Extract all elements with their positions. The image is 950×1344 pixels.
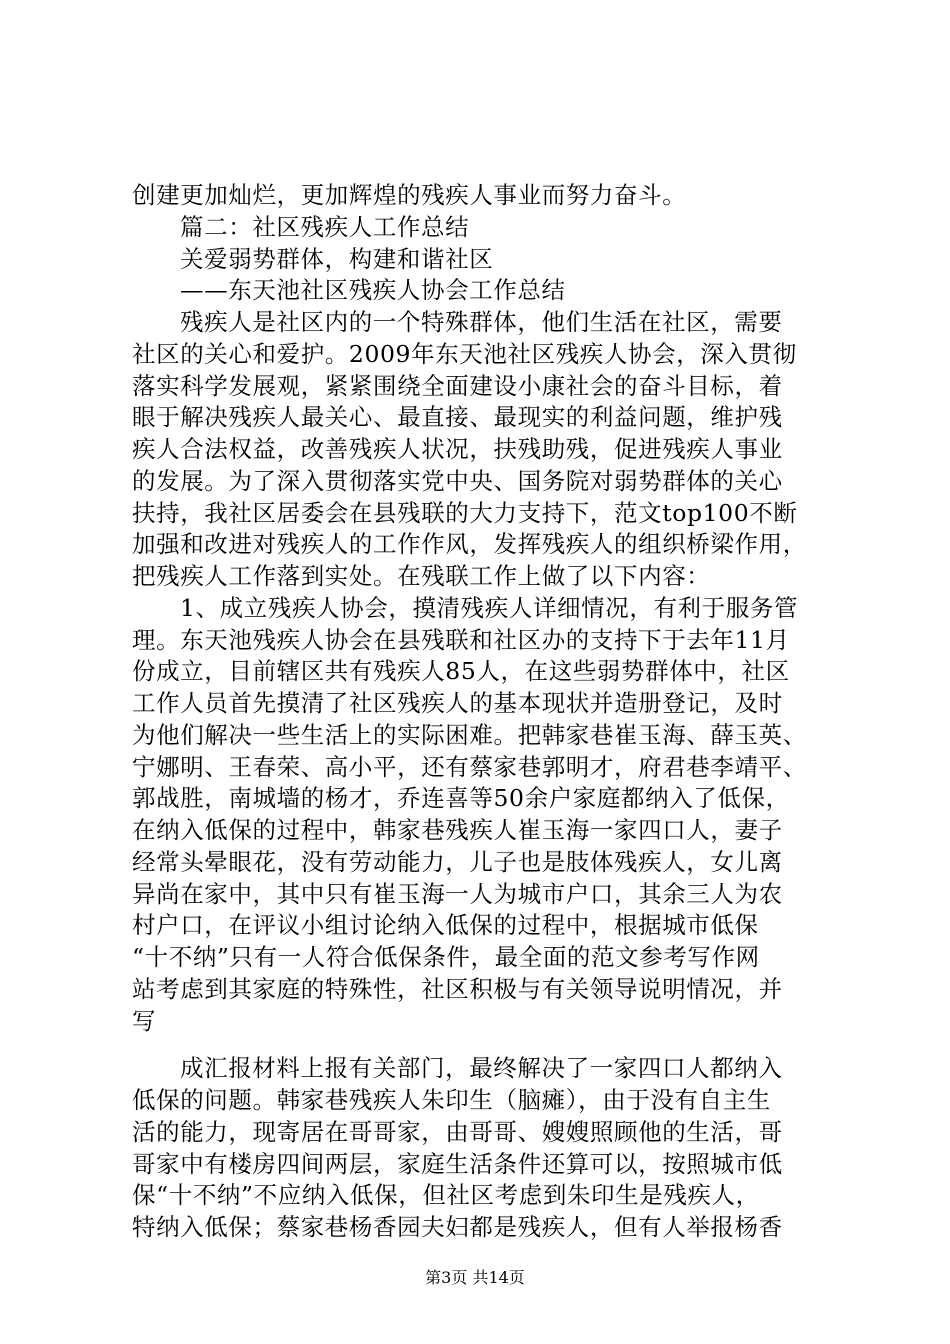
text-line: 哥家中有楼房四间两层，家庭生活条件还算可以，按照城市低 [132,1150,783,1178]
text-line: 宁娜明、王春荣、高小平，还有蔡家巷郭明才，府君巷李靖平、 [132,753,807,781]
text-line: 在纳入低保的过程中，韩家巷残疾人崔玉海一家四口人，妻子 [132,816,783,844]
text-line: 把残疾人工作落到实处。在残联工作上做了以下内容： [132,562,711,590]
page-footer: 第3页 共14页 [425,1268,525,1287]
text-line: 加强和改进对残疾人的工作作风，发挥残疾人的组织桥梁作用， [132,530,807,558]
text-line: 的发展。为了深入贯彻落实党中央、国务院对弱势群体的关心 [132,467,783,495]
article-title: 关爱弱势群体，构建和谐社区 [180,245,494,273]
article-subtitle: ——东天池社区残疾人协会工作总结 [180,276,566,304]
text-line: 郭战胜，南城墙的杨才，乔连喜等50余户家庭都纳入了低保， [132,784,790,812]
text-line: 站考虑到其家庭的特殊性，社区积极与有关领导说明情况，并 [132,975,783,1003]
text-line: 1、成立残疾人协会，摸清残疾人详细情况，有利于服务管 [180,594,799,622]
text-line: 社区的关心和爱护。2009年东天池社区残疾人协会，深入贯彻 [132,340,797,368]
text-line: 疾人合法权益，改善残疾人状况，扶残助残，促进残疾人事业 [132,435,783,463]
text-line: 经常头晕眼花，没有劳动能力，儿子也是肢体残疾人，女儿离 [132,848,783,876]
section-heading: 篇二：社区残疾人工作总结 [180,213,470,241]
text-line: 写 [132,1007,157,1035]
text-line: 保“十不纳”不应纳入低保，但社区考虑到朱印生是残疾人， [132,1181,760,1209]
text-line: 落实科学发展观，紧紧围绕全面建设小康社会的奋斗目标，着 [132,372,783,400]
text-line: 工作人员首先摸清了社区残疾人的基本现状并造册登记，及时 [132,689,783,717]
text-line: “十不纳”只有一人符合低保条件，最全面的范文参考写作网 [132,943,760,971]
text-line: 份成立，目前辖区共有残疾人85人，在这些弱势群体中，社区 [132,657,790,685]
text-line: 低保的问题。韩家巷残疾人朱印生（脑瘫），由于没有自主生 [132,1086,771,1114]
text-line: 为他们解决一些生活上的实际困难。把韩家巷崔玉海、薛玉英、 [132,721,807,749]
text-line: 残疾人是社区内的一个特殊群体，他们生活在社区，需要 [180,308,783,336]
text-line: 异尚在家中，其中只有崔玉海一人为城市户口，其余三人为农 [132,880,783,908]
text-line: 眼于解决残疾人最关心、最直接、最现实的利益问题，维护残 [132,403,783,431]
text-line: 创建更加灿烂，更加辉煌的残疾人事业而努力奋斗。 [132,181,687,209]
text-line: 活的能力，现寄居在哥哥家，由哥哥、嫂嫂照顾他的生活，哥 [132,1118,783,1146]
text-line: 扶持，我社区居委会在县残联的大力支持下，范文top100不断 [132,499,798,527]
text-line: 理。东天池残疾人协会在县残联和社区办的支持下于去年11月 [132,626,790,654]
text-line: 成汇报材料上报有关部门，最终解决了一家四口人都纳入 [180,1054,783,1082]
text-line: 特纳入低保；蔡家巷杨香园夫妇都是残疾人，但有人举报杨香 [132,1213,783,1241]
text-line: 村户口，在评议小组讨论纳入低保的过程中，根据城市低保 [132,911,759,939]
